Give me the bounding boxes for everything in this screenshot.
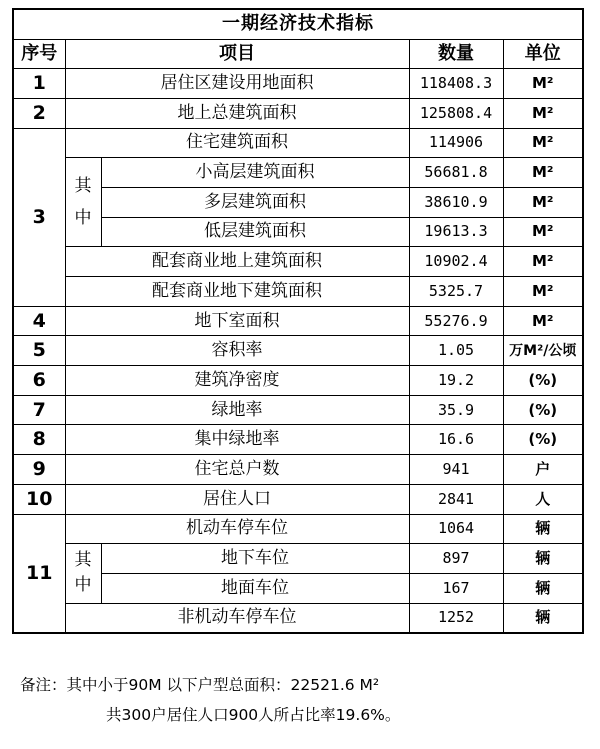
table-row	[13, 484, 583, 514]
unit-cell: 辆	[503, 514, 583, 544]
quantity-cell: 10902.4	[409, 247, 503, 277]
remark-line-1: 备注：其中小于90M 以下户型总面积：22521.6 M²	[20, 676, 380, 694]
unit-cell: 万M²/公顷	[503, 336, 583, 366]
item-cell: 非机动车停车位	[65, 603, 409, 633]
seq-cell: 6	[13, 366, 65, 396]
quantity-cell: 19613.3	[409, 217, 503, 247]
seq-cell: 4	[13, 306, 65, 336]
table-row	[13, 336, 583, 366]
quantity-cell: 56681.8	[409, 158, 503, 188]
header-seq: 序号	[13, 39, 65, 69]
unit-cell: M²	[503, 306, 583, 336]
quantity-cell: 114906	[409, 128, 503, 158]
item-cell: 居住人口	[65, 484, 409, 514]
quantity-cell: 1252	[409, 603, 503, 633]
economic-indicators-table	[12, 8, 584, 634]
item-cell: 住宅总户数	[65, 455, 409, 485]
quantity-cell: 5325.7	[409, 277, 503, 307]
qi-zhong-label: 其中	[74, 175, 92, 229]
unit-cell: M²	[503, 277, 583, 307]
table-row	[13, 128, 583, 158]
item-cell: 居住区建设用地面积	[65, 69, 409, 99]
item-cell: 配套商业地下建筑面积	[65, 277, 409, 307]
table-row	[13, 544, 583, 574]
remark-line-2: 共300户居住人口900人所占比率19.6%。	[106, 706, 401, 724]
item-cell: 多层建筑面积	[101, 187, 409, 217]
table-row	[13, 455, 583, 485]
item-cell: 建筑净密度	[65, 366, 409, 396]
table-row	[13, 366, 583, 396]
table-row	[13, 395, 583, 425]
seq-cell: 2	[13, 98, 65, 128]
unit-cell: (%)	[503, 366, 583, 396]
seq-cell: 9	[13, 455, 65, 485]
table-title: 一期经济技术指标	[13, 9, 583, 39]
table-row	[13, 306, 583, 336]
item-cell: 绿地率	[65, 395, 409, 425]
seq-cell: 1	[13, 69, 65, 99]
qi-zhong-cell	[65, 158, 101, 247]
seq-cell: 10	[13, 484, 65, 514]
title-row	[13, 9, 583, 39]
header-quantity: 数量	[409, 39, 503, 69]
quantity-cell: 125808.4	[409, 98, 503, 128]
table-row	[13, 603, 583, 633]
table-row	[13, 277, 583, 307]
table-row	[13, 98, 583, 128]
remarks	[20, 670, 580, 730]
qi-zhong-label: 其中	[74, 549, 92, 596]
item-cell: 小高层建筑面积	[101, 158, 409, 188]
unit-cell: M²	[503, 98, 583, 128]
quantity-cell: 897	[409, 544, 503, 574]
item-cell: 地下室面积	[65, 306, 409, 336]
unit-cell: M²	[503, 247, 583, 277]
quantity-cell: 19.2	[409, 366, 503, 396]
seq-cell: 8	[13, 425, 65, 455]
quantity-cell: 941	[409, 455, 503, 485]
quantity-cell: 1064	[409, 514, 503, 544]
quantity-cell: 2841	[409, 484, 503, 514]
qi-zhong-cell	[65, 544, 101, 603]
unit-cell: M²	[503, 69, 583, 99]
quantity-cell: 167	[409, 573, 503, 603]
item-cell: 低层建筑面积	[101, 217, 409, 247]
seq-cell: 7	[13, 395, 65, 425]
seq-cell: 5	[13, 336, 65, 366]
header-unit: 单位	[503, 39, 583, 69]
item-cell: 机动车停车位	[65, 514, 409, 544]
unit-cell: 户	[503, 455, 583, 485]
item-cell: 地下车位	[101, 544, 409, 574]
header-row	[13, 39, 583, 69]
quantity-cell: 35.9	[409, 395, 503, 425]
header-item: 项目	[65, 39, 409, 69]
quantity-cell: 55276.9	[409, 306, 503, 336]
item-cell: 地面车位	[101, 573, 409, 603]
item-cell: 配套商业地上建筑面积	[65, 247, 409, 277]
unit-cell: M²	[503, 217, 583, 247]
table-row	[13, 514, 583, 544]
item-cell: 容积率	[65, 336, 409, 366]
unit-cell: 辆	[503, 573, 583, 603]
unit-cell: (%)	[503, 425, 583, 455]
unit-cell: (%)	[503, 395, 583, 425]
unit-cell: M²	[503, 187, 583, 217]
seq-cell: 3	[13, 128, 65, 306]
table-row	[13, 69, 583, 99]
unit-cell: M²	[503, 128, 583, 158]
unit-cell: 人	[503, 484, 583, 514]
quantity-cell: 1.05	[409, 336, 503, 366]
unit-cell: M²	[503, 158, 583, 188]
table-row	[13, 425, 583, 455]
item-cell: 集中绿地率	[65, 425, 409, 455]
quantity-cell: 118408.3	[409, 69, 503, 99]
unit-cell: 辆	[503, 544, 583, 574]
quantity-cell: 16.6	[409, 425, 503, 455]
seq-cell: 11	[13, 514, 65, 633]
quantity-cell: 38610.9	[409, 187, 503, 217]
table-row	[13, 158, 583, 188]
table-row	[13, 247, 583, 277]
item-cell: 地上总建筑面积	[65, 98, 409, 128]
unit-cell: 辆	[503, 603, 583, 633]
item-cell: 住宅建筑面积	[65, 128, 409, 158]
